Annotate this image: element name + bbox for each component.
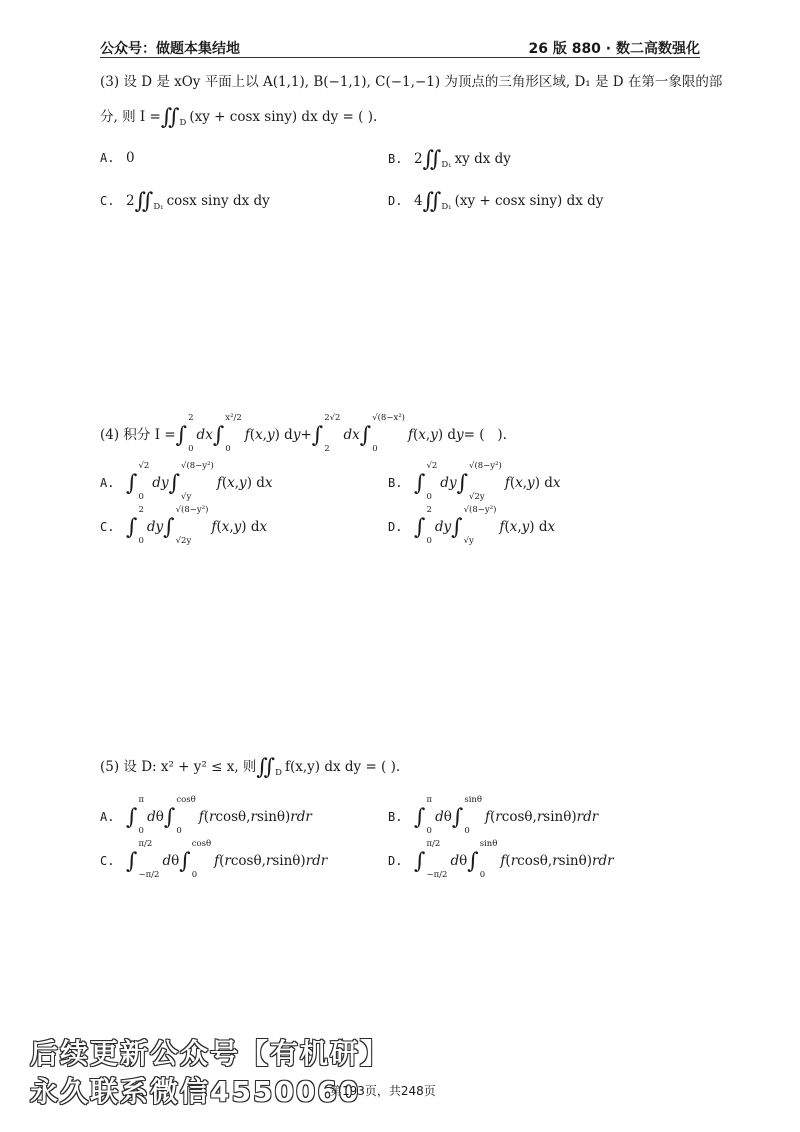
q4-prefix: (4) 积分 I = — [100, 427, 176, 443]
watermark-line2: 永久联系微信4550060 — [30, 1075, 361, 1108]
integral-icon: ∫ — [212, 423, 225, 448]
double-integral-icon: ∬ — [422, 147, 442, 172]
q3-option-c: C. 2 ∬ D₁ cosx siny dx dy — [100, 189, 270, 214]
q3-line2-body: (xy + cosx siny) dx dy = ( ). — [189, 109, 378, 125]
integral-icon: ∫ — [451, 515, 463, 540]
q4-option-d: D. ∫ 2 0 dy ∫ √(8−y²) √y f ( x , y ) d x — [388, 505, 556, 546]
q3-option-d: D. 4 ∬ D₁ (xy + cosx siny) dx dy — [388, 189, 604, 214]
double-integral-icon: ∬ — [256, 755, 276, 780]
q4-option-a: A. ∫ √2 0 dy ∫ √(8−y²) √y f ( x , y ) d x — [100, 461, 273, 502]
double-integral-icon: ∬ — [160, 105, 180, 130]
double-integral-icon: ∬ — [422, 189, 442, 214]
integral-icon: ∫ — [163, 805, 176, 830]
q3-option-d-text: (xy + cosx siny) dx dy — [454, 193, 604, 209]
integral-icon: ∫ — [163, 515, 175, 540]
integral-icon: ∫ — [126, 805, 138, 830]
q5-option-a: A. ∫ π 0 d θ ∫ cosθ 0 f ( r cosθ, r sinθ) rdr — [100, 795, 312, 836]
q3-option-a-text: 0 — [126, 150, 135, 166]
page-number-footer: 第193页，共248页 — [330, 1084, 436, 1098]
integral-icon: ∫ — [451, 805, 464, 830]
integral-icon: ∫ — [414, 471, 426, 496]
integral-icon: ∫ — [359, 423, 372, 448]
watermark-line1: 后续更新公众号【有机研】 — [30, 1037, 391, 1070]
integral-icon: ∫ — [311, 423, 324, 448]
q3-option-a: A. 0 — [100, 150, 135, 166]
double-integral-icon: ∬ — [134, 189, 154, 214]
integral-icon: ∫ — [168, 471, 181, 496]
q5-prefix: (5) 设 D: x² + y² ≤ x, 则 — [100, 759, 257, 775]
integral-icon: ∫ — [126, 515, 138, 540]
integral-icon: ∫ — [126, 849, 138, 874]
q5-body: f(x,y) dx dy = ( ). — [284, 759, 401, 775]
q4-stem: (4) 积分 I = ∫ 2 0 dx ∫ x²/2 0 f ( x , y ) d y + ∫ 2√2 2 dx ∫ √(8−x²) 0 f ( x , y ) d y = ( ). — [100, 413, 507, 454]
header-divider — [100, 57, 700, 58]
integral-icon: ∫ — [467, 849, 479, 874]
q5-option-d: D. ∫ π/2 −π/2 d θ ∫ sinθ 0 f ( r cosθ, r sinθ) rdr — [388, 839, 614, 880]
q3-option-b: B. 2 ∬ D₁ xy dx dy — [388, 147, 511, 172]
integral-icon: ∫ — [414, 805, 426, 830]
q5-option-b: B. ∫ π 0 d θ ∫ sinθ 0 f ( r cosθ, r sinθ) rdr — [388, 795, 599, 836]
integral-icon: ∫ — [179, 849, 191, 874]
header-left: 公众号：做题本集结地 — [100, 41, 240, 57]
integral-icon: ∫ — [175, 423, 188, 448]
q5-option-c: C. ∫ π/2 −π/2 d θ ∫ cosθ 0 f ( r cosθ, r sinθ) rdr — [100, 839, 328, 880]
q4-option-c: C. ∫ 2 0 dy ∫ √(8−y²) √2y f ( x , y ) d x — [100, 505, 268, 546]
q3-line2: 分, 则 I = ∬ D (xy + cosx siny) dx dy = ( ). — [100, 105, 378, 130]
integral-icon: ∫ — [414, 849, 426, 874]
q3-line2-prefix: 分, 则 I = — [100, 109, 161, 125]
integral-icon: ∫ — [456, 471, 469, 496]
q3-option-b-text: xy dx dy — [454, 151, 511, 167]
q4-option-b: B. ∫ √2 0 dy ∫ √(8−y²) √2y f ( x , y ) d x — [388, 461, 561, 502]
q3-option-c-text: cosx siny dx dy — [166, 193, 270, 209]
header-right: 26 版 880 · 数二高数强化 — [528, 41, 700, 57]
q5-stem: (5) 设 D: x² + y² ≤ x, 则 ∬ D f(x,y) dx dy = ( ). — [100, 755, 401, 780]
integral-icon: ∫ — [126, 471, 138, 496]
q3-line1: (3) 设 D 是 xOy 平面上以 A(1,1), B(−1,1), C(−1,−1) 为顶点的三角形区域, D₁ 是 D 在第一象限的部 — [100, 74, 723, 90]
integral-icon: ∫ — [414, 515, 426, 540]
